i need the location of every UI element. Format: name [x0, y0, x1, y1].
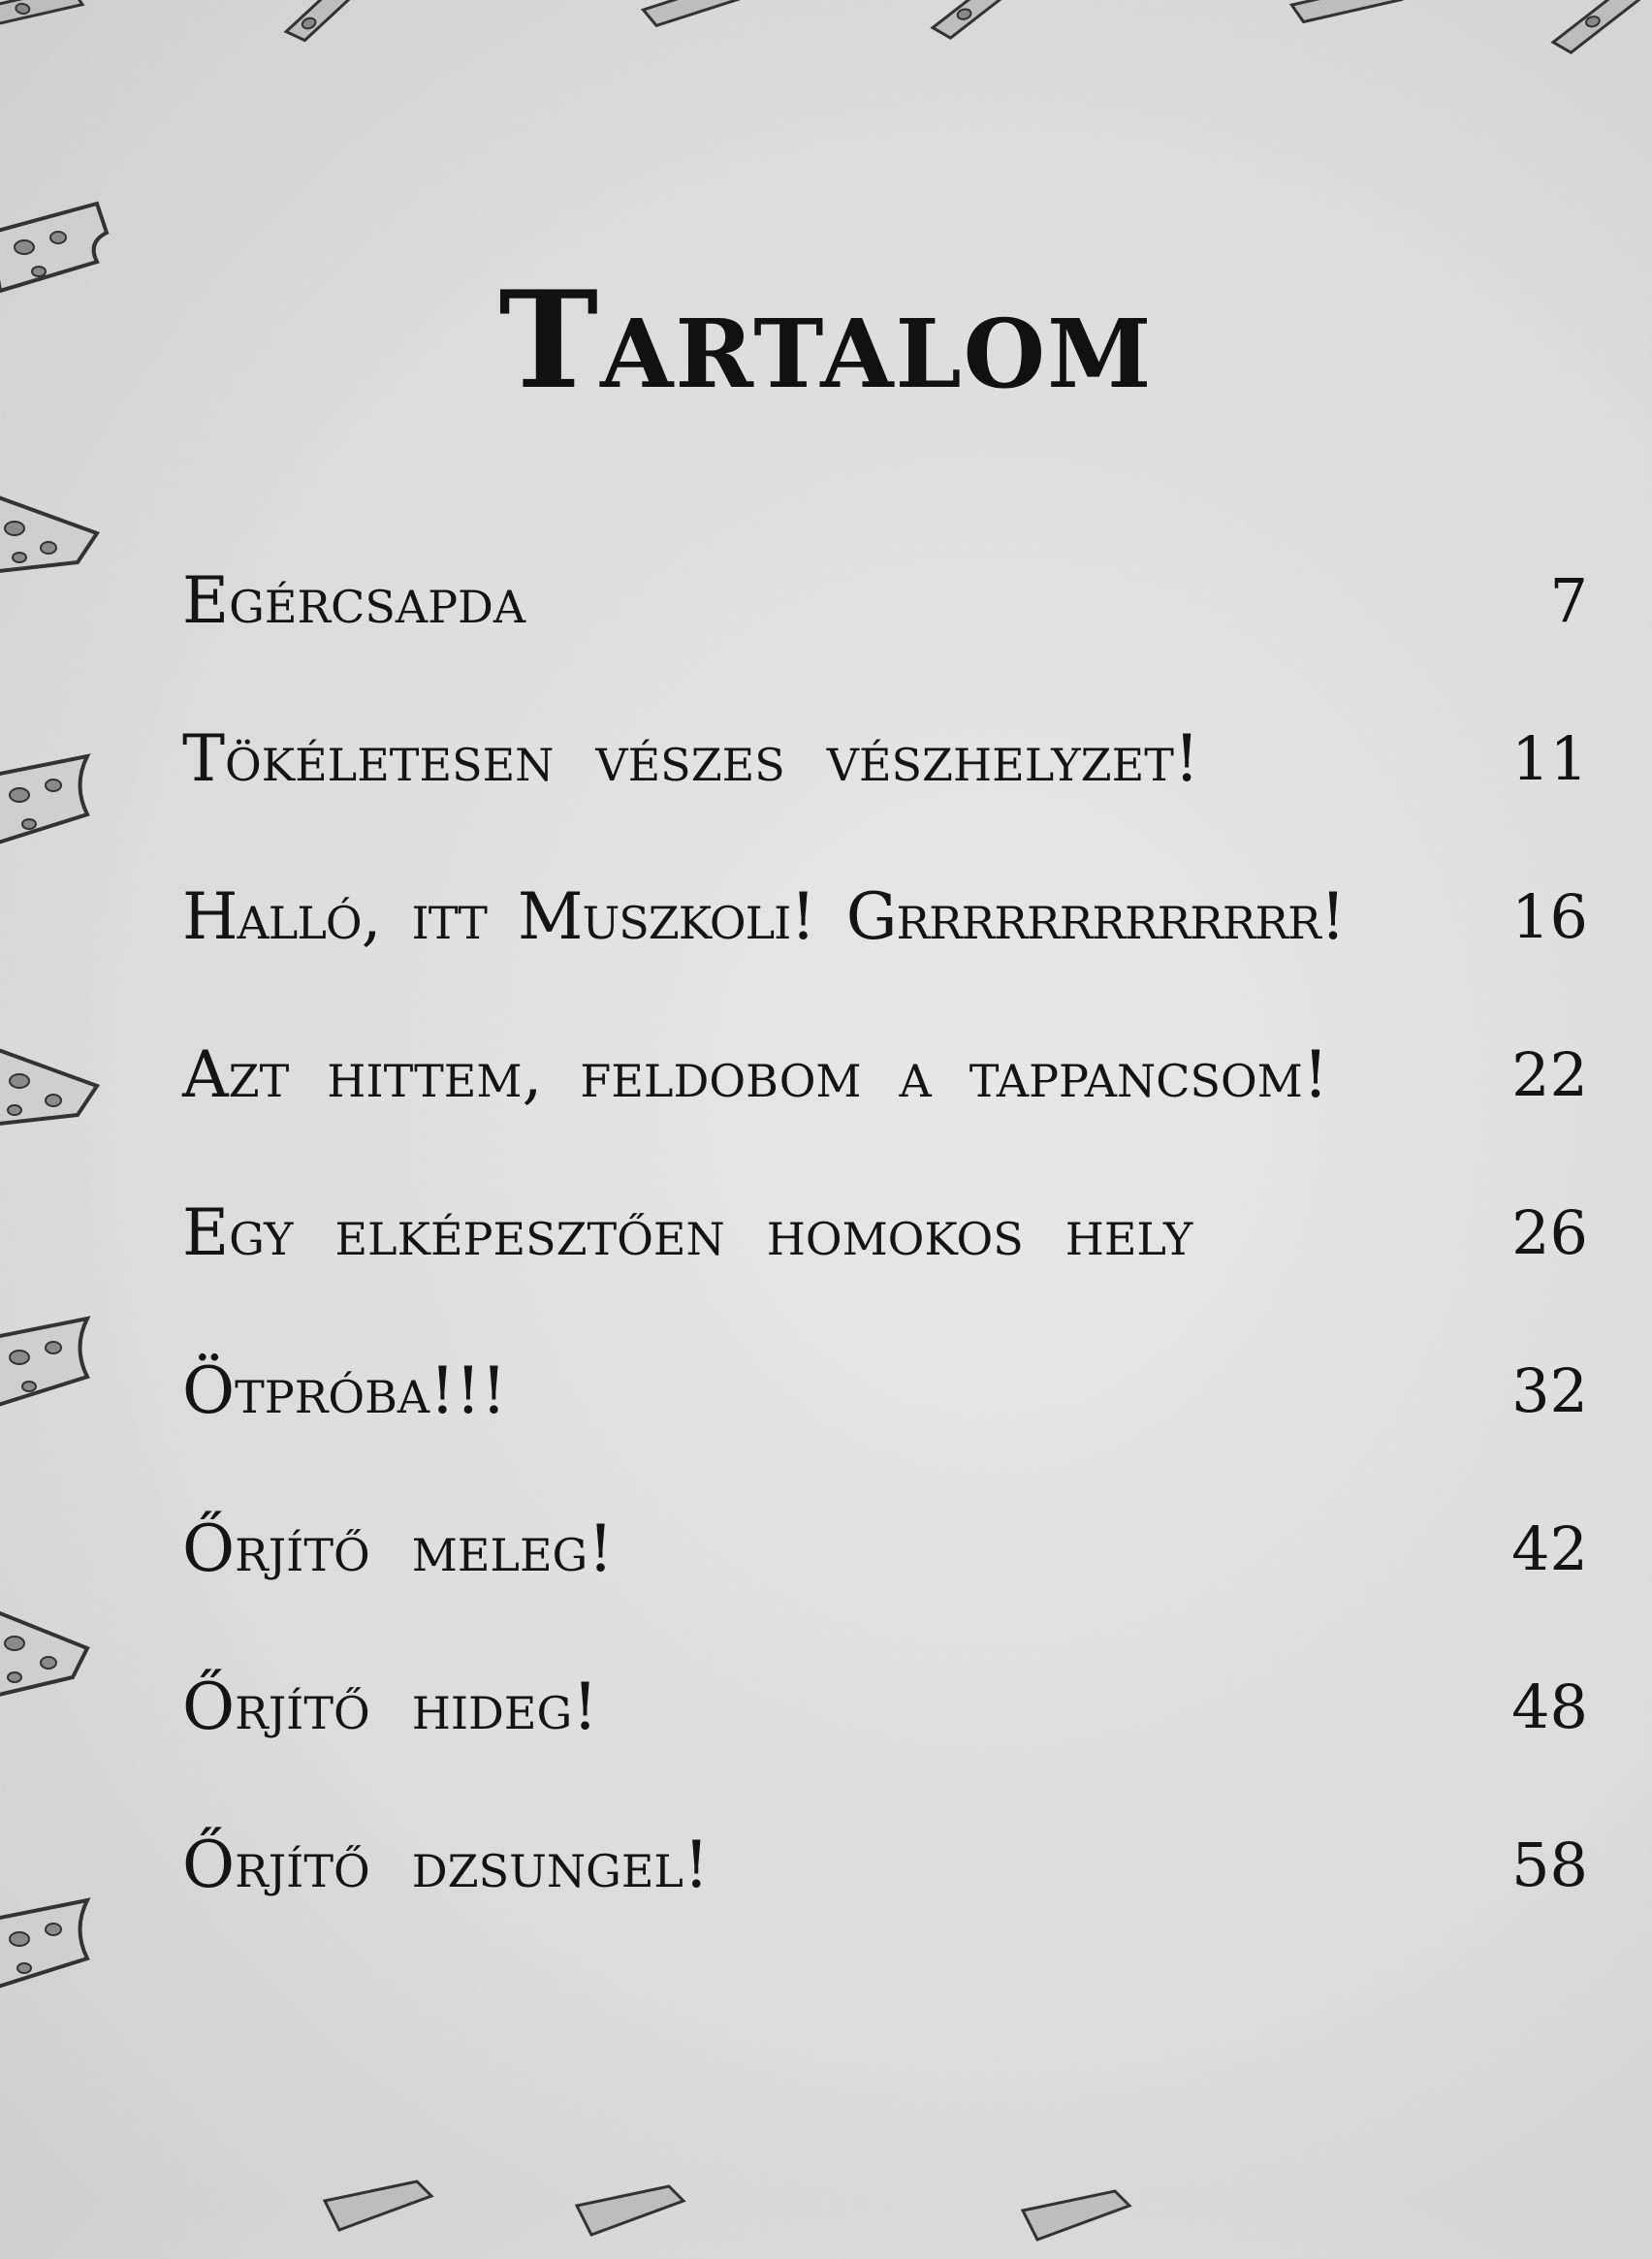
toc-entry	[182, 720, 1588, 798]
toc-entry	[182, 1669, 1588, 1746]
cheese-wedge-icon	[1284, 0, 1412, 44]
cheese-wedge-icon	[320, 2172, 436, 2249]
toc-entry-title: Őrjítő dzsungel!	[182, 1828, 710, 1902]
toc-entry-title: Ötpróba!!!	[182, 1353, 507, 1428]
toc-entry-title: Őrjítő hideg!	[182, 1670, 598, 1744]
cheese-wedge-icon	[0, 1299, 107, 1425]
toc-entry-page-number: 58	[1511, 1829, 1588, 1900]
cheese-wedge-icon	[0, 1580, 107, 1716]
page-title: Tartalom	[498, 261, 1154, 420]
cheese-wedge-icon	[262, 0, 397, 51]
toc-entry-title: Őrjítő meleg!	[182, 1511, 614, 1586]
cheese-wedge-icon	[0, 465, 116, 591]
toc-entry-title: Egércsapda	[182, 563, 526, 638]
toc-entry-title: Egy elképesztően homokos hely	[182, 1195, 1193, 1270]
toc-entry-page-number: 16	[1511, 881, 1588, 952]
toc-entry-page-number: 7	[1549, 565, 1588, 636]
cheese-wedge-icon	[0, 737, 107, 863]
toc-entry-page-number: 11	[1511, 723, 1588, 794]
toc-entry-page-number: 26	[1511, 1197, 1588, 1268]
toc-entry-page-number: 32	[1511, 1355, 1588, 1426]
toc-entry	[182, 1352, 1588, 1430]
toc-entry	[182, 1827, 1588, 1904]
toc-entry-page-number: 22	[1511, 1039, 1588, 1110]
cheese-wedge-icon	[572, 2177, 688, 2254]
toc-entry	[182, 1194, 1588, 1272]
toc-entry	[182, 878, 1588, 956]
toc-entry	[182, 1511, 1588, 1588]
toc-entry-title: Azt hittem, feldobom a tappancsom!	[182, 1037, 1329, 1112]
toc-entry-page-number: 42	[1511, 1513, 1588, 1584]
cheese-wedge-icon	[0, 0, 93, 48]
toc-entry	[182, 1036, 1588, 1114]
toc-entry-title: Tökéletesen vészes vészhelyzet!	[182, 721, 1200, 796]
toc-entry-title: Halló, itt Muszkoli! Grrrrrrrrrrrrr!	[182, 879, 1346, 954]
toc-entry	[182, 562, 1588, 640]
toc-entry-page-number: 48	[1511, 1671, 1588, 1742]
cheese-wedge-icon	[0, 1881, 107, 2007]
cheese-wedge-icon	[0, 1018, 116, 1144]
cheese-wedge-icon	[913, 0, 1046, 48]
cheese-wedge-icon	[637, 0, 760, 39]
cheese-wedge-icon	[1534, 0, 1652, 62]
cheese-wedge-icon	[1018, 2181, 1134, 2259]
